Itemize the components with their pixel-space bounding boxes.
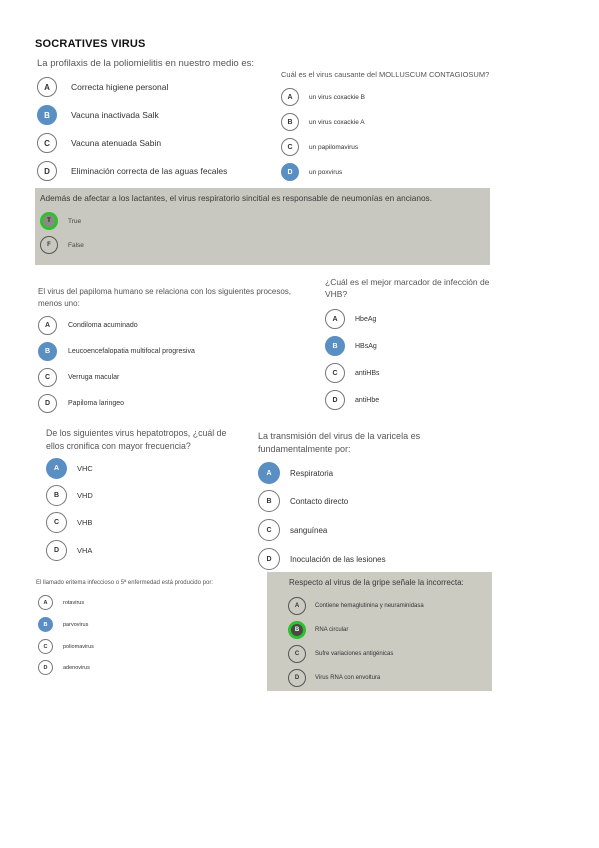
q9-option-b[interactable] [288, 621, 348, 639]
q9-option-c[interactable] [288, 645, 393, 663]
option-c-badge: C [46, 512, 67, 533]
option-label: rotavirus [63, 599, 85, 606]
option-label: Correcta higiene personal [71, 82, 169, 92]
q8-option-a[interactable] [38, 595, 84, 610]
option-label: Contacto directo [290, 496, 349, 506]
question-7 [258, 430, 420, 456]
q5-option-c[interactable] [325, 363, 380, 383]
q1-option-a[interactable] [37, 77, 168, 97]
option-a-badge: A [258, 462, 280, 484]
option-b-badge: B [37, 105, 57, 125]
option-b-badge: B [46, 485, 67, 506]
option-b-badge: B [325, 336, 345, 356]
option-a-badge: A [38, 595, 53, 610]
option-label: Vacuna inactivada Salk [71, 110, 159, 120]
q1-option-b[interactable] [37, 105, 159, 125]
option-d-badge: D [288, 669, 306, 687]
option-label: True [68, 217, 82, 225]
option-a-badge: A [38, 316, 57, 335]
q5-option-a[interactable] [325, 309, 376, 329]
option-d-badge: D [281, 163, 299, 181]
option-a-badge: A [46, 458, 67, 479]
q6-option-a[interactable] [46, 458, 93, 479]
q8-option-d[interactable] [38, 660, 90, 675]
question-6-line-1: De los siguientes virus hepatotropos, ¿cuál de [46, 428, 227, 438]
question-9: Respecto al virus de la gripe señale la incorrecta: [289, 578, 464, 587]
question-7-line-2: fundamentalmente por: [258, 444, 351, 454]
q9-option-a[interactable] [288, 597, 424, 615]
option-label: un papilomavirus [309, 143, 359, 151]
question-2: Cuál es el virus causante del MOLLUSCUM CONTAGIOSUM? [281, 70, 490, 79]
q4-option-a[interactable] [38, 316, 138, 335]
option-f-badge: F [40, 236, 58, 254]
option-label: Papiloma laringeo [68, 400, 125, 407]
option-label: False [68, 241, 84, 249]
option-c-badge: C [37, 133, 57, 153]
option-c-badge: C [38, 639, 53, 654]
option-label: un virus coxackie A [309, 118, 365, 126]
question-5-line-1: ¿Cuál es el mejor marcador de infección de [325, 277, 490, 287]
q9-option-d[interactable] [288, 669, 380, 687]
question-3-panel [35, 188, 490, 265]
question-3: Además de afectar a los lactantes, el virus respiratorio sincitial es responsable de neumonías en ancianos. [40, 193, 433, 203]
option-label: un poxvirus [309, 168, 343, 176]
option-c-badge: C [281, 138, 299, 156]
q7-option-b[interactable] [258, 490, 348, 512]
option-d-badge: D [258, 548, 280, 570]
option-b-badge: B [258, 490, 280, 512]
q7-option-a[interactable] [258, 462, 333, 484]
question-9-panel [267, 572, 492, 691]
q4-option-b[interactable] [38, 342, 195, 361]
option-label: sanguínea [290, 525, 328, 535]
option-label: un virus coxackie B [309, 93, 365, 101]
q4-option-c[interactable] [38, 368, 119, 387]
q2-option-a[interactable] [281, 88, 365, 106]
question-5-line-2: VHB? [325, 289, 348, 299]
option-a-badge: A [281, 88, 299, 106]
q1-option-d[interactable] [37, 161, 227, 181]
question-4-line-1: El virus del papiloma humano se relaciona con los siguientes procesos, [38, 287, 292, 296]
q6-option-c[interactable] [46, 512, 92, 533]
q5-option-d[interactable] [325, 390, 379, 410]
option-label: Eliminación correcta de las aguas fecales [71, 166, 228, 176]
question-8: El llamado eritema infeccioso o 5ª enfermedad está producido por: [36, 580, 213, 586]
option-a-badge: A [325, 309, 345, 329]
option-label: Condiloma acuminado [68, 322, 138, 329]
q8-option-b[interactable] [38, 617, 88, 632]
option-label: Verruga macular [68, 374, 120, 381]
q2-option-b[interactable] [281, 113, 365, 131]
q1-option-c[interactable] [37, 133, 161, 153]
option-b-badge: B [38, 617, 53, 632]
q6-option-b[interactable] [46, 485, 93, 506]
option-label: Vacuna atenuada Sabin [71, 138, 162, 148]
q2-option-c[interactable] [281, 138, 358, 156]
q5-option-b[interactable] [325, 336, 377, 356]
option-d-badge: D [37, 161, 57, 181]
q2-option-d[interactable] [281, 163, 342, 181]
option-a-badge: A [288, 597, 306, 615]
option-label: Contiene hemaglutinina y neuraminidasa [315, 603, 424, 609]
option-a-badge: A [37, 77, 57, 97]
option-label: poliomavirus [63, 643, 94, 650]
question-7-line-1: La transmisión del virus de la varicela es [258, 431, 421, 441]
option-label: adenovirus [63, 664, 90, 671]
option-label: VHA [77, 546, 93, 555]
option-label: parvovirus [63, 621, 89, 628]
option-label: VHD [77, 491, 93, 500]
option-label: antiHBs [355, 369, 380, 377]
question-5 [325, 276, 489, 300]
q7-option-c[interactable] [258, 519, 327, 541]
option-label: Virus RNA con envoltura [315, 675, 381, 681]
option-label: antiHbe [355, 396, 380, 404]
option-d-badge: D [325, 390, 345, 410]
option-label: VHC [77, 464, 93, 473]
option-d-badge: D [38, 660, 53, 675]
q6-option-d[interactable] [46, 540, 92, 561]
q3-option-true[interactable] [40, 212, 81, 230]
option-b-badge: B [38, 342, 57, 361]
page-title: SOCRATIVES VIRUS [35, 38, 146, 50]
q7-option-d[interactable] [258, 548, 386, 570]
option-label: VHB [77, 518, 93, 527]
option-b-badge: B [288, 621, 306, 639]
question-4-line-2: menos uno: [38, 299, 80, 308]
option-c-badge: C [258, 519, 280, 541]
option-t-badge: T [40, 212, 58, 230]
option-c-badge: C [38, 368, 57, 387]
option-label: RNA circular [315, 627, 349, 633]
option-label: Inoculación de las lesiones [290, 554, 386, 564]
q3-option-false[interactable] [40, 236, 84, 254]
option-d-badge: D [46, 540, 67, 561]
question-6 [46, 427, 226, 453]
q4-option-d[interactable] [38, 394, 124, 413]
option-label: HBsAg [355, 342, 377, 350]
option-label: Respiratoria [290, 468, 334, 478]
question-4 [38, 286, 291, 310]
option-c-badge: C [325, 363, 345, 383]
option-label: Sufre variaciones antigénicas [315, 651, 394, 657]
option-label: HbeAg [355, 315, 377, 323]
question-6-line-2: ellos cronifica con mayor frecuencia? [46, 441, 191, 451]
option-c-badge: C [288, 645, 306, 663]
option-b-badge: B [281, 113, 299, 131]
q8-option-c[interactable] [38, 639, 94, 654]
question-1: La profilaxis de la poliomielitis en nuestro medio es: [37, 58, 255, 69]
option-label: Leucoencefalopatia multifocal progresiva [68, 348, 195, 355]
option-d-badge: D [38, 394, 57, 413]
